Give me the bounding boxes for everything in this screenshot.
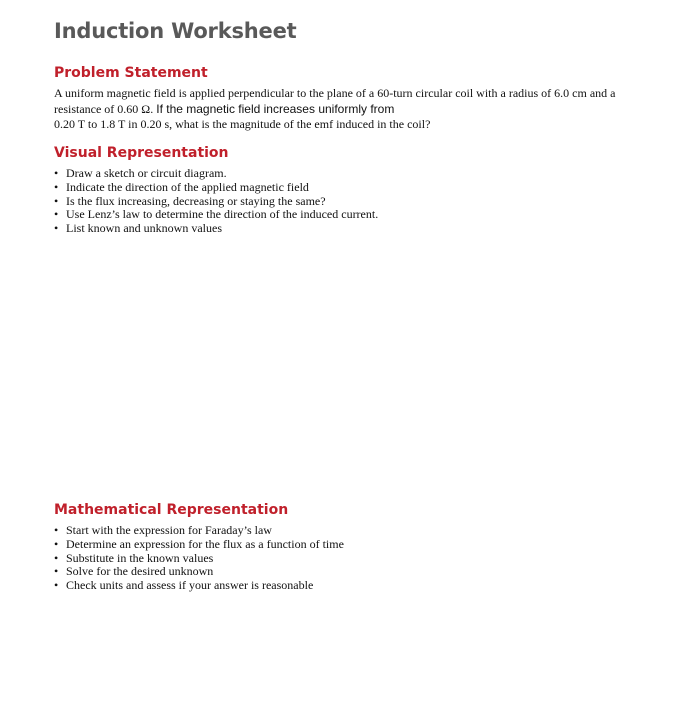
list-item-text: Check units and assess if your answer is reasonable: [66, 578, 314, 593]
bullet-icon: •: [54, 536, 59, 551]
bullet-icon: •: [54, 221, 59, 236]
list-item: [54, 208, 378, 222]
visual-representation-heading: Visual Representation: [54, 145, 229, 161]
bullet-icon: •: [54, 550, 59, 565]
problem-line-2-field: If the magnetic field increases uniformly from: [156, 101, 395, 116]
mathematical-representation-list: [54, 524, 344, 593]
list-item-text: List known and unknown values: [66, 221, 222, 236]
problem-line-1: A uniform magnetic field is applied perpendicular to the plane of a 60-turn circular coil with a radius of 6.0 cm and a: [54, 86, 616, 100]
list-item: [54, 181, 378, 195]
bullet-icon: •: [54, 578, 59, 593]
problem-line-2-resistance: resistance of 0.60 Ω.: [54, 101, 157, 116]
bullet-icon: •: [54, 564, 59, 579]
list-item-text: Determine an expression for the flux as a function of time: [66, 536, 344, 551]
problem-line-2: [54, 102, 654, 118]
bullet-icon: •: [54, 523, 59, 537]
list-item: [54, 195, 378, 209]
list-item-text: Substitute in the known values: [66, 550, 214, 565]
bullet-icon: •: [54, 166, 59, 180]
mathematical-representation-heading: Mathematical Representation: [54, 502, 289, 518]
bullet-icon: •: [54, 207, 59, 222]
list-item: [54, 222, 378, 236]
list-item-text: Is the flux increasing, decreasing or staying the same?: [66, 193, 326, 208]
problem-line-3: 0.20 T to 1.8 T in 0.20 s, what is the magnitude of the emf induced in the coil?: [54, 117, 431, 131]
list-item-text: Solve for the desired unknown: [66, 564, 214, 579]
problem-statement-text: [54, 86, 654, 133]
list-item-text: Draw a sketch or circuit diagram.: [66, 166, 227, 180]
list-item-text: Start with the expression for Faraday’s law: [66, 523, 272, 537]
list-item: [54, 565, 344, 579]
bullet-icon: •: [54, 193, 59, 208]
list-item-text: Indicate the direction of the applied magnetic field: [66, 179, 309, 194]
problem-statement-heading: Problem Statement: [54, 65, 208, 81]
list-item: [54, 524, 344, 538]
list-item: [54, 167, 378, 181]
list-item: [54, 552, 344, 566]
list-item: [54, 538, 344, 552]
list-item-text: Use Lenz’s law to determine the direction of the induced current.: [66, 207, 379, 222]
bullet-icon: •: [54, 179, 59, 194]
page-title: Induction Worksheet: [54, 19, 297, 43]
visual-representation-list: [54, 167, 378, 236]
list-item: [54, 579, 344, 593]
